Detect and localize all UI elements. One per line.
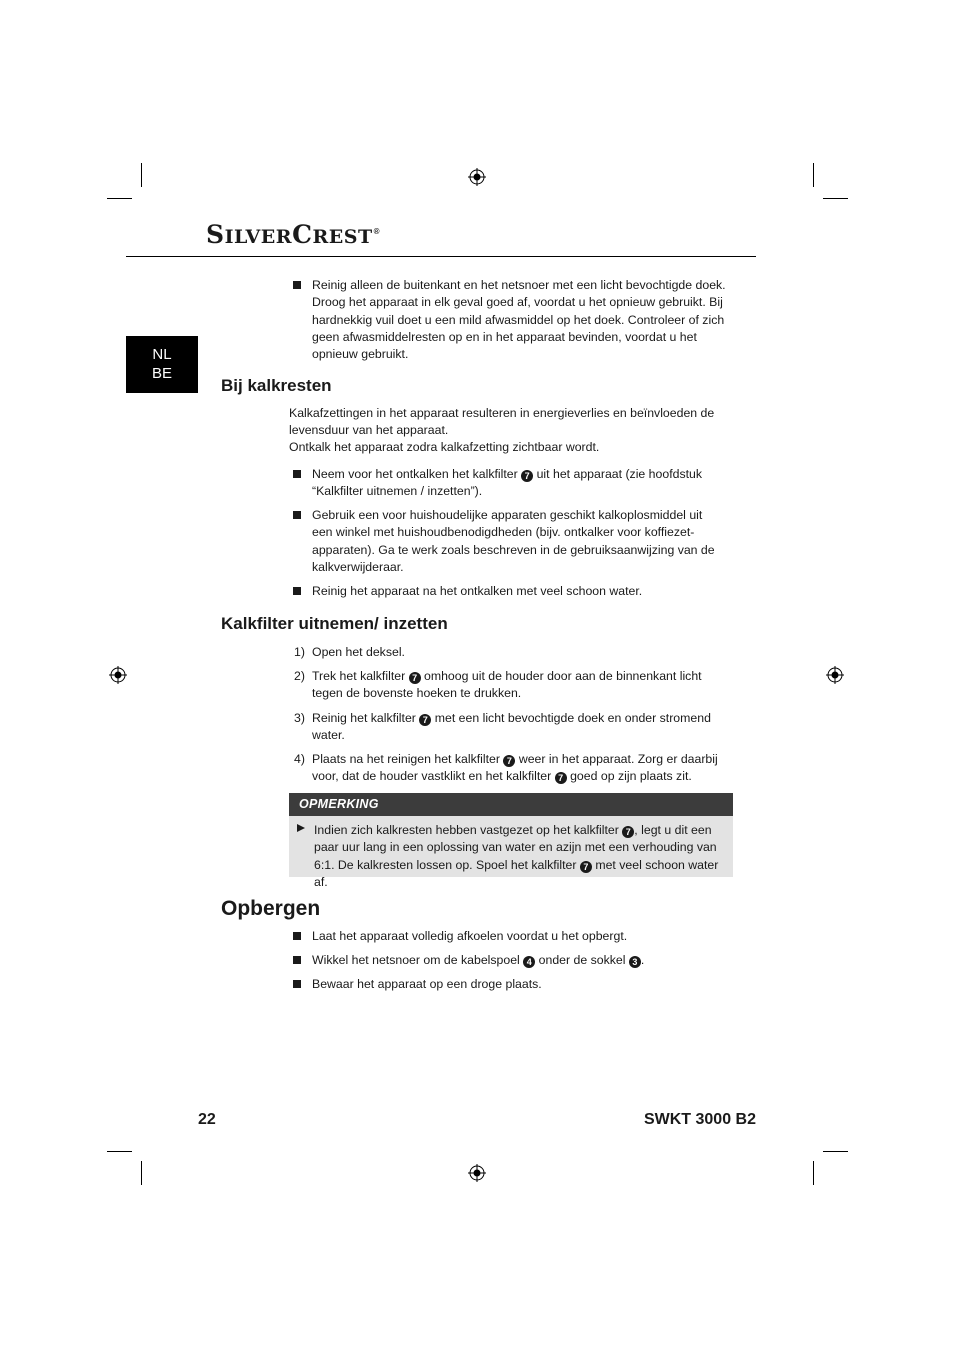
- reference-number-badge: 4: [523, 956, 535, 968]
- reference-number-badge: 7: [622, 826, 634, 838]
- list-item: Neem voor het ontkalken het kalkfilter 7 uit het apparaat (zie hoofdstuk “Kalkfilter uitnemen / inzetten”).: [292, 466, 732, 501]
- country-code: BE: [151, 365, 172, 382]
- reference-number-badge: 7: [580, 861, 592, 873]
- crop-mark: [813, 163, 814, 187]
- bullet-square-icon: [293, 470, 301, 478]
- reference-number-badge: 7: [409, 672, 421, 684]
- list-item: Bewaar het apparaat op een droge plaats.: [292, 976, 732, 993]
- note-title: OPMERKING: [289, 793, 733, 816]
- list-item: Wikkel het netsnoer om de kabelspoel 4 onder de sokkel 3 .: [292, 952, 732, 969]
- reference-number-badge: 3: [629, 956, 641, 968]
- reference-number-badge: 7: [555, 772, 567, 784]
- language-tab: [126, 336, 198, 393]
- registration-mark-icon: [826, 666, 844, 684]
- note-box: [289, 816, 733, 889]
- model-number: SWKT 3000 B2: [643, 1111, 756, 1128]
- step-item: 4) Plaats na het reinigen het kalkfilter 7 weer in het apparaat. Zorg er daarbij voor, dat de houder vastklikt en het kalkfilter 7 goed op zijn plaats zit.: [294, 752, 718, 784]
- page-number: 22: [198, 1111, 216, 1128]
- reference-number-badge: 7: [419, 714, 431, 726]
- section-heading: Bij kalkresten: [221, 376, 332, 395]
- bullet-square-icon: [293, 980, 301, 988]
- paragraph: Ontkalk het apparaat zodra kalkafzetting zichtbaar wordt.: [289, 440, 600, 454]
- crop-mark: [107, 198, 132, 199]
- bullet-square-icon: [293, 956, 301, 964]
- section-heading: Opbergen: [221, 897, 321, 920]
- note-text: Indien zich kalkresten hebben vastgezet op het kalkfilter 7 , legt u dit een paar uur lang in een oplossing van water en azijn met een verhouding van 6:1. De kalkresten lossen op. Spoel het kalkfilter 7 met veel schoon water af.: [314, 823, 719, 889]
- arrow-right-icon: [297, 824, 305, 832]
- crop-mark: [823, 1151, 848, 1152]
- crop-mark: [107, 1151, 132, 1152]
- language-code: NL: [152, 346, 172, 363]
- brand-logo: SILVERCREST®: [206, 220, 381, 249]
- bullet-square-icon: [293, 932, 301, 940]
- step-item: 2) Trek het kalkfilter 7 omhoog uit de houder door aan de binnenkant licht tegen de bovenste hoeken te drukken.: [294, 669, 702, 701]
- section-heading: Kalkfilter uitnemen/ inzetten: [221, 614, 448, 633]
- list-item: Laat het apparaat volledig afkoelen voordat u het opbergt.: [292, 928, 732, 945]
- list-item: Reinig het apparaat na het ontkalken met veel schoon water.: [292, 583, 732, 600]
- crop-mark: [141, 163, 142, 187]
- step-item: 1) Open het deksel.: [294, 645, 405, 659]
- bullet-square-icon: [293, 281, 301, 289]
- list-item: Gebruik een voor huishoudelijke apparaten geschikt kalkoplosmiddel uit een winkel met huishoudbenodigdheden (bijv. ontkalker voor koffiezetapparaten). Ga te werk zoals beschreven in de gebruiksaanwijzing van de kalkverwijderaar.: [292, 507, 717, 576]
- header-rule: [126, 256, 756, 257]
- bullet-square-icon: [293, 587, 301, 595]
- bullet-square-icon: [293, 511, 301, 519]
- registration-mark-icon: [468, 1164, 486, 1182]
- registration-mark-icon: [109, 666, 127, 684]
- registration-mark-icon: [468, 168, 486, 186]
- step-item: 3) Reinig het kalkfilter 7 met een licht bevochtigde doek en onder stromend water.: [294, 711, 711, 743]
- paragraph: Kalkafzettingen in het apparaat resulteren in energieverlies en beïnvloeden de levensduur van het apparaat.: [289, 406, 715, 438]
- crop-mark: [823, 198, 848, 199]
- crop-mark: [813, 1161, 814, 1185]
- list-item: Reinig alleen de buitenkant en het netsnoer met een licht bevochtigde doek. Droog het apparaat in elk geval goed af, voordat u het opnieuw gebruikt. Bij hardnekkig vuil doet u een mild afwasmiddel op het doek. Controleer of zich geen afwasmiddelresten op en in het apparaat bevinden, voordat u het opnieuw gebruikt.: [292, 277, 737, 363]
- crop-mark: [141, 1161, 142, 1185]
- reference-number-badge: 7: [521, 470, 533, 482]
- reference-number-badge: 7: [503, 755, 515, 767]
